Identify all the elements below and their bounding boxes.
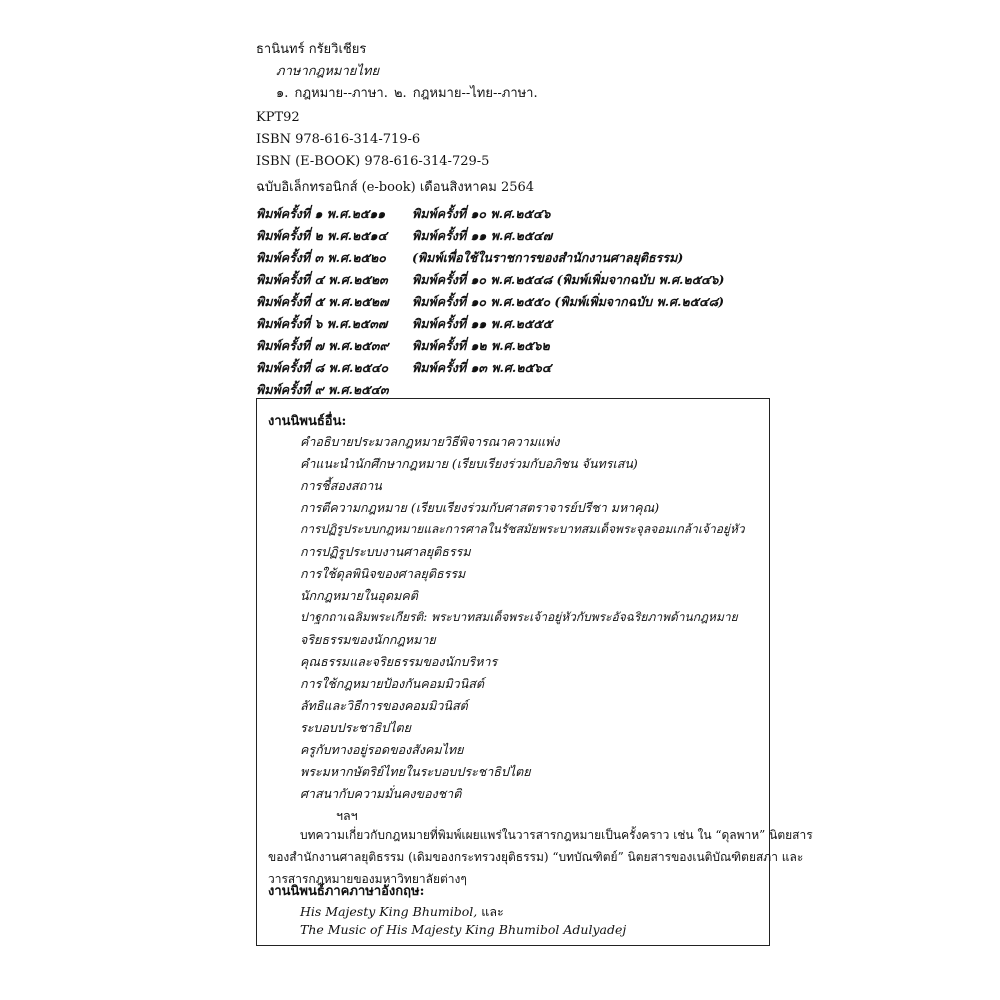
list-item: นักกฎหมายในอุดมคติ xyxy=(300,588,418,603)
english-work-title: The Music of His Majesty King Bhumibol Adulyadej xyxy=(300,922,627,937)
list-item: ลัทธิและวิธีการของคอมมิวนิสต์ xyxy=(300,698,468,713)
edition-line: พิมพ์ครั้งที่ ๔ พ.ศ.๒๕๒๓ xyxy=(256,272,388,287)
edition-line: พิมพ์ครั้งที่ ๒ พ.ศ.๒๕๑๔ xyxy=(256,228,388,243)
call-number: KPT92 xyxy=(256,110,300,125)
english-works-heading: งานนิพนธ์ภาคภาษาอังกฤษ: xyxy=(268,884,425,899)
ebook-edition: ฉบับอิเล็กทรอนิกส์ (e-book) เดือนสิงหาคม 2564 xyxy=(256,180,535,195)
edition-line: พิมพ์ครั้งที่ ๑๑ พ.ศ.๒๕๕๕ xyxy=(412,316,553,331)
list-item: ศาสนากับความมั่นคงของชาติ xyxy=(300,786,462,801)
list-item: ระบอบประชาธิปไตย xyxy=(300,720,411,735)
other-works-heading: งานนิพนธ์อื่น: xyxy=(268,414,347,429)
list-item: ครูกับทางอยู่รอดของสังคมไทย xyxy=(300,742,464,757)
isbn: ISBN 978-616-314-719-6 xyxy=(256,132,421,147)
list-item: คำแนะนำนักศึกษากฎหมาย (เรียบเรียงร่วมกับอภิชน จันทรเสน) xyxy=(300,456,638,471)
list-item: การใช้กฎหมายป้องกันคอมมิวนิสต์ xyxy=(300,676,484,691)
edition-line: พิมพ์ครั้งที่ ๑ พ.ศ.๒๕๑๑ xyxy=(256,206,386,221)
subject-headings: ๑. กฎหมาย--ภาษา. ๒. กฎหมาย--ไทย--ภาษา. xyxy=(276,86,538,101)
list-item: พระมหากษัตริย์ไทยในระบอบประชาธิปไตย xyxy=(300,764,531,779)
edition-line: พิมพ์ครั้งที่ ๙ พ.ศ.๒๕๔๓ xyxy=(256,382,389,397)
edition-note: (พิมพ์เพื่อใช้ในราชการของสำนักงานศาลยุติธรรม) xyxy=(412,250,684,265)
edition-line: พิมพ์ครั้งที่ ๑๐ พ.ศ.๒๕๔๘ (พิมพ์เพิ่มจากฉบับ พ.ศ.๒๕๔๖) xyxy=(412,272,725,287)
edition-line: พิมพ์ครั้งที่ ๑๒ พ.ศ.๒๕๖๒ xyxy=(412,338,550,353)
list-item: การชี้สองสถาน xyxy=(300,478,382,493)
articles-paragraph-line: วารสารกฎหมายของมหาวิทยาลัยต่างๆ xyxy=(268,872,467,886)
list-item: การใช้ดุลพินิจของศาลยุติธรรม xyxy=(300,566,466,581)
etc-marker: ฯลฯ xyxy=(336,808,358,823)
conjunction-text: และ xyxy=(477,904,504,919)
edition-line: พิมพ์ครั้งที่ ๓ พ.ศ.๒๕๒๐ xyxy=(256,250,386,265)
book-title: ภาษากฎหมายไทย xyxy=(276,64,380,79)
edition-line: พิมพ์ครั้งที่ ๕ พ.ศ.๒๕๒๗ xyxy=(256,294,389,309)
list-item: การปฏิรูประบบกฎหมายและการศาลในรัชสมัยพระบาทสมเด็จพระจุลจอมเกล้าเจ้าอยู่หัว xyxy=(300,522,745,536)
english-work-item xyxy=(300,902,504,922)
edition-line: พิมพ์ครั้งที่ ๘ พ.ศ.๒๕๔๐ xyxy=(256,360,389,375)
edition-line: พิมพ์ครั้งที่ ๑๓ พ.ศ.๒๕๖๔ xyxy=(412,360,552,375)
list-item: ปาฐกถาเฉลิมพระเกียรติ: พระบาทสมเด็จพระเจ้าอยู่หัวกับพระอัจฉริยภาพด้านกฎหมาย xyxy=(300,610,738,624)
edition-line: พิมพ์ครั้งที่ ๑๑ พ.ศ.๒๕๔๗ xyxy=(412,228,553,243)
list-item: การปฏิรูประบบงานศาลยุติธรรม xyxy=(300,544,471,559)
author-name: ธานินทร์ กรัยวิเชียร xyxy=(256,42,367,57)
edition-line: พิมพ์ครั้งที่ ๑๐ พ.ศ.๒๕๕๐ (พิมพ์เพิ่มจากฉบับ พ.ศ.๒๕๔๘) xyxy=(412,294,725,309)
english-work-title: His Majesty King Bhumibol, xyxy=(300,904,478,919)
list-item: จริยธรรมของนักกฎหมาย xyxy=(300,632,436,647)
edition-line: พิมพ์ครั้งที่ ๗ พ.ศ.๒๕๓๙ xyxy=(256,338,389,353)
edition-line: พิมพ์ครั้งที่ ๖ พ.ศ.๒๕๓๗ xyxy=(256,316,388,331)
list-item: การตีความกฎหมาย (เรียบเรียงร่วมกับศาสตราจารย์ปรีชา มหาคุณ) xyxy=(300,500,660,515)
list-item: คำอธิบายประมวลกฎหมายวิธีพิจารณาความแพ่ง xyxy=(300,434,560,449)
edition-line: พิมพ์ครั้งที่ ๑๐ พ.ศ.๒๕๔๖ xyxy=(412,206,551,221)
articles-paragraph-line: บทความเกี่ยวกับกฎหมายที่พิมพ์เผยแพร่ในวารสารกฎหมายเป็นครั้งคราว เช่น ใน “ดุลพาห” นิตยสาร xyxy=(300,828,813,842)
list-item: คุณธรรมและจริยธรรมของนักบริหาร xyxy=(300,654,498,669)
articles-paragraph-line: ของสำนักงานศาลยุติธรรม (เดิมของกระทรวงยุติธรรม) “บทบัณฑิตย์” นิตยสารของเนติบัณฑิตยสภา และ xyxy=(268,850,804,864)
isbn-ebook: ISBN (E-BOOK) 978-616-314-729-5 xyxy=(256,154,490,169)
